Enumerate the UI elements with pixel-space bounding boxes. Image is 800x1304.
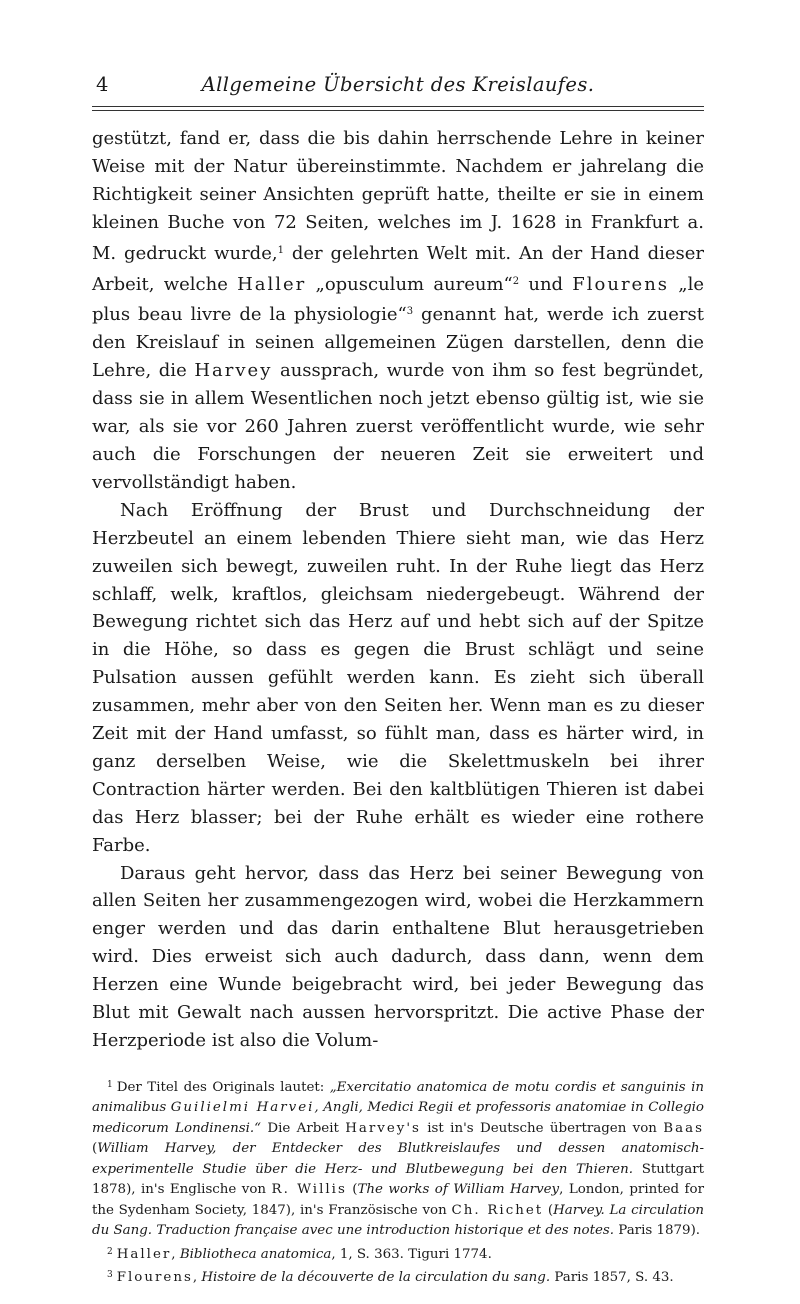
text-run: (	[543, 1202, 554, 1218]
text-run: Stuttgart 1878), in's Englische von	[92, 1161, 704, 1198]
footnote-mark: 1	[107, 1079, 113, 1090]
page-number: 4	[96, 73, 109, 96]
italic-run: Histoire de la découverte de la circulation du sang.	[201, 1270, 551, 1286]
text-run: ,	[192, 1270, 202, 1286]
italic-run: Bibliotheca anatomica	[179, 1246, 332, 1262]
text-run: , 1, S. 363. Tiguri 1774.	[331, 1246, 492, 1262]
footnote-ref-1: 1	[277, 244, 284, 256]
footnote-mark: 2	[107, 1246, 113, 1257]
paragraph-2: Nach Eröffnung der Brust und Durchschneidung der Herzbeutel an einem lebenden Thiere sieht man, wie das Herz zuweilen sich bewegt, zuweilen ruht. In der Ruhe liegt das Herz schlaff, welk, kraftlos, gleichsam niedergebeugt. Während der Bewegung richtet sich das Herz auf und hebt sich auf der Spitze in die Höhe, so dass es gegen die Brust schlägt und seine Pulsation aussen gefühlt werden kann. Es zieht sich überall zusammen, mehr aber von den Seiten her. Wenn man es zu dieser Zeit mit der Hand umfasst, so fühlt man, dass es härter wird, in ganz derselben Weise, wie die Skelettmuskeln bei ihrer Contraction härter werden. Bei den kaltblütigen Thieren ist dabei das Herz blasser; bei der Ruhe erhält es wieder eine rothere Farbe.	[92, 499, 704, 856]
text-run: (	[92, 1141, 98, 1157]
author-name: R. Willis	[271, 1182, 347, 1198]
author-name-haller: Haller	[237, 273, 307, 295]
text-run: gestützt, fand er, dass die bis dahin herrschende Lehre in keiner Weise mit der Natur übereinstimmte. Nachdem er jahrelang die Richtigkeit seiner Ansichten geprüft hatte, theilte er sie in einem kleinen Buche von 72 Seiten, welches im J. 1628 in Frankfurt a. M. gedruckt wurde,	[92, 128, 704, 264]
text-run: „le plus beau livre de la physiologie“	[92, 273, 704, 326]
author-name: Guilielmi Harvei	[170, 1100, 315, 1116]
italic-run: William Harvey, der Entdecker des Blutkreislaufes und dessen anatomisch-experimentelle Studie über die Herz- und Blutbewegung bei den Thieren.	[92, 1141, 704, 1177]
paragraph-3: Daraus geht hervor, dass das Herz bei seiner Bewegung von allen Seiten her zusammengezogen wird, wobei die Herzkammern enger werden und das darin enthaltene Blut herausgetrieben wird. Dies erweist sich auch dadurch, dass dann, wenn dem Herzen eine Wunde beigebracht wird, bei jeder Bewegung das Blut mit Gewalt nach aussen hervorspritzt. Die active Phase der Herzperiode ist also die Volum-	[92, 862, 704, 1051]
text-run: ist in's Deutsche übertragen von	[420, 1120, 664, 1136]
footnote-mark: 3	[107, 1270, 113, 1281]
author-name: Baas	[663, 1120, 704, 1136]
text-run: Paris 1857, S. 43.	[550, 1270, 674, 1286]
author-name-flourens: Flourens	[572, 273, 670, 295]
text-run: der gelehrten Welt mit. An der Hand dieser Arbeit, welche	[92, 242, 704, 295]
footnote-ref-2: 2	[512, 275, 520, 287]
paragraph-1	[92, 125, 704, 497]
text-run: „opusculum aureum“	[306, 273, 513, 295]
italic-run: Harvey. La circulation du Sang. Traduction française avec une introduction historique et des notes.	[92, 1202, 705, 1239]
footnote-2	[92, 1242, 704, 1266]
running-title: Allgemeine Übersicht des Kreislaufes.	[201, 73, 595, 96]
footnote-3	[92, 1265, 704, 1289]
text-run: aussprach, wurde von ihm so fest begründet, dass sie in allem Wesentlichen noch jetzt ebenso gültig ist, wie sie war, als sie vor 260 Jahren zuerst veröffentlicht wurde, wie sehr auch die Forschungen der neueren Zeit sie erweitert und vervollständigt haben.	[92, 360, 704, 493]
text-run: Die Arbeit	[260, 1120, 346, 1136]
author-name-harvey: Harvey	[194, 360, 273, 382]
text-run: Paris 1879).	[614, 1223, 701, 1239]
author-name: Flourens	[116, 1270, 193, 1286]
italic-run: „Exercitatio anatomica de motu cordis et sanguinis in animalibus	[92, 1079, 704, 1116]
footnote-1	[92, 1075, 704, 1242]
text-run: (	[346, 1182, 358, 1198]
main-text	[92, 125, 704, 1055]
text-run: Der Titel des Originals lautet:	[116, 1079, 330, 1095]
text-run: genannt hat, werde ich zuerst den Kreislauf in seinen allgemeinen Zügen darstellen, denn die Lehre, die	[92, 304, 704, 382]
italic-run: The works of William Harvey	[357, 1182, 560, 1198]
author-name: Haller	[116, 1246, 172, 1262]
footnotes	[92, 1075, 704, 1289]
author-name: Harvey's	[345, 1120, 421, 1136]
book-page	[92, 70, 704, 1289]
footnote-ref-3: 3	[406, 306, 414, 318]
text-run: und	[519, 273, 573, 295]
header-rule	[92, 106, 704, 111]
author-name: Ch. Richet	[451, 1202, 544, 1218]
italic-run: , Angli, Medici Regii et professoris anatomiae in Collegio medicorum Londinensi.“	[92, 1100, 704, 1136]
text-run: ,	[171, 1246, 180, 1262]
running-head	[92, 70, 704, 100]
text-run: , London, printed for the Sydenham Society, 1847), in's Französische von	[92, 1182, 704, 1218]
